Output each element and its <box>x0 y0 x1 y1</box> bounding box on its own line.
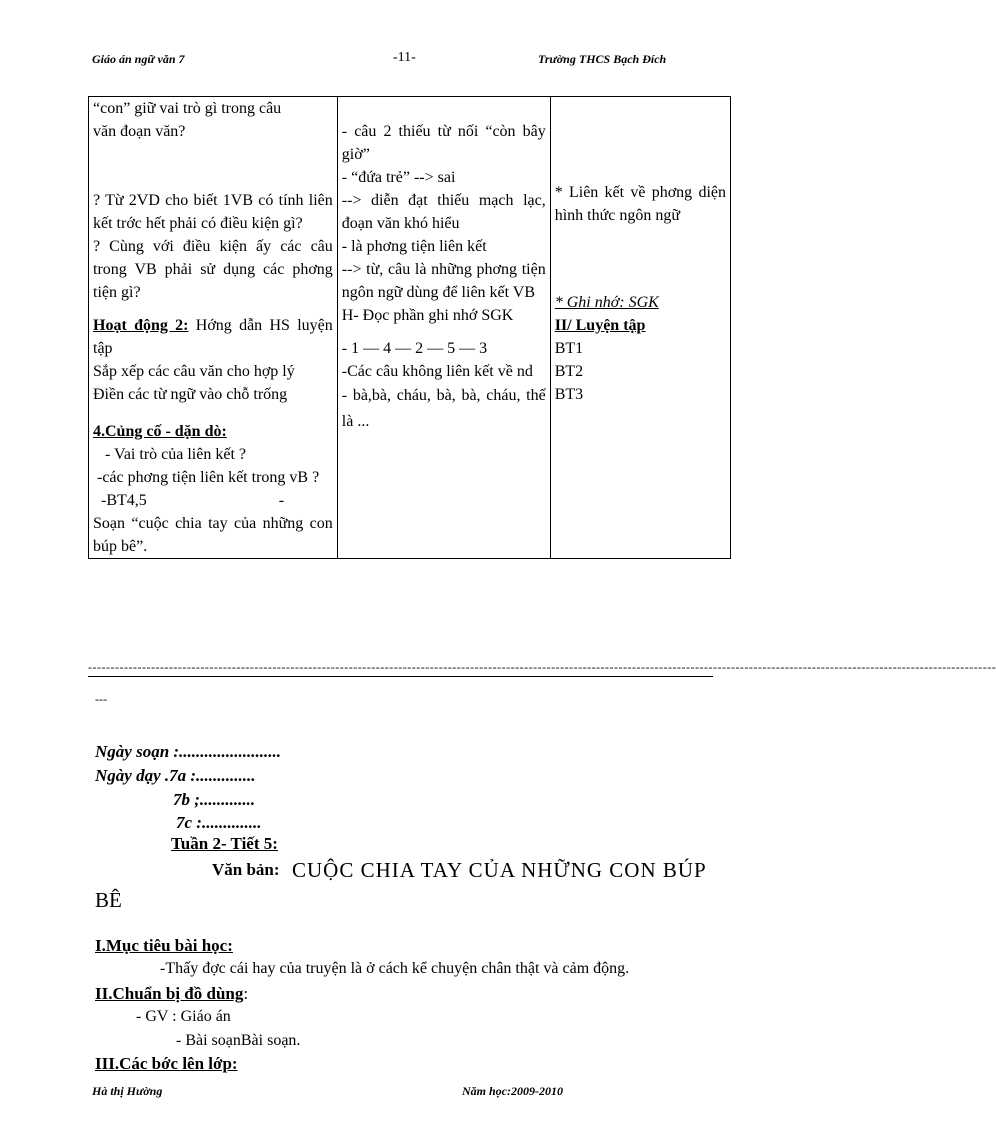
student-activity-cell <box>337 97 550 559</box>
footer-year: Năm học:2009-2010 <box>462 1084 563 1098</box>
note-3: II/ Luyện tập <box>554 317 646 334</box>
answer-4: - là phơng tiện liên kết <box>341 238 487 255</box>
text-label: Văn bản: <box>212 860 280 879</box>
date-prepared: Ngày soạn :........................ <box>95 742 282 761</box>
activity-2-text: Hớng dẫn HS luyện tập <box>93 317 333 357</box>
footer-author: Hà thị Hường <box>92 1084 163 1098</box>
date-taught-7c: 7c :.............. <box>176 813 262 832</box>
question-1a: “con” giữ vai trò gì trong câu <box>93 100 282 117</box>
date-taught-7b: 7b ;............. <box>173 790 256 809</box>
question-3: ? Cùng với điều kiện ấy các câu trong VB phải sử dụng các phơng tiện gì? <box>93 238 333 301</box>
header-left: Giáo án ngữ văn 7 <box>92 52 185 66</box>
note-6: BT3 <box>554 386 584 403</box>
page-number: -11- <box>393 50 416 65</box>
answer-7: - 1 — 4 — 2 — 5 — 3 <box>341 340 488 357</box>
lesson-title: CUỘC CHIA TAY CỦA NHỮNG CON BÚP <box>292 858 707 882</box>
section-preparation: II.Chuẩn bị đồ dùng <box>95 984 244 1003</box>
note-5: BT2 <box>554 363 584 380</box>
answer-6: H- Đọc phần ghi nhớ SGK <box>341 307 514 324</box>
section-steps: III.Các bớc lên lớp: <box>95 1054 238 1073</box>
answer-5: --> từ, câu là những phơng tiện ngôn ngữ dùng để liên kết VB <box>341 261 546 301</box>
activity-2-label: Hoạt động 2: <box>93 317 189 334</box>
dashed-separator-end: --- <box>95 692 107 706</box>
fill-instruction: Điền các từ ngữ vào chỗ trống <box>93 386 288 403</box>
preparation-teacher: - GV : Giáo án <box>136 1008 231 1025</box>
question-2: ? Từ 2VD cho biết 1VB có tính liên kết trớc hết phải có điều kiện gì? <box>93 192 333 232</box>
divider <box>88 676 713 677</box>
preparation-student: - Bài soạnBài soạn. <box>176 1032 301 1049</box>
consolidation-4: Soạn “cuộc chia tay của những con búp bê”. <box>93 515 333 555</box>
section-preparation-row <box>95 984 248 1004</box>
answer-1: - câu 2 thiếu từ nối “còn bây giờ” <box>341 123 546 163</box>
note-1: * Liên kết về phơng diện hình thức ngôn ngữ <box>554 184 726 224</box>
section-objectives: I.Mục tiêu bài học: <box>95 936 233 955</box>
table-row <box>89 97 731 559</box>
notes-cell <box>550 97 730 559</box>
question-1b: văn đoạn văn? <box>93 123 186 140</box>
consolidation-label: 4.Củng cố - dặn dò: <box>93 423 227 440</box>
answer-8: -Các câu không liên kết về nd <box>341 363 533 380</box>
consolidation-1: - Vai trò của liên kết ? <box>105 446 246 463</box>
note-2: * Ghi nhớ: SGK <box>554 294 659 311</box>
lesson-title-continued: BÊ <box>95 888 122 912</box>
answer-3: --> diễn đạt thiếu mạch lạc, đoạn văn khó hiểu <box>341 192 546 232</box>
activity-2 <box>93 314 333 360</box>
note-4: BT1 <box>554 340 584 357</box>
teacher-activity-cell <box>89 97 338 559</box>
consolidation-2: -các phơng tiện liên kết trong vB ? <box>97 469 320 486</box>
answer-9: - bà,bà, cháu, bà, bà, cháu, thế là ... <box>341 387 546 430</box>
lesson-table <box>88 96 731 559</box>
objectives-text: -Thấy đợc cái hay của truyện là ở cách kể chuyện chân thật và cảm động. <box>160 960 630 977</box>
dashed-separator: ---------------------------------------------------------------------------------------------------------------------------------------------------------------------------------------------------------- <box>88 660 996 674</box>
date-taught-7a: Ngày dạy .7a :.............. <box>95 766 256 785</box>
consolidation-3: -BT4,5 - <box>101 492 285 509</box>
section-preparation-colon: : <box>243 984 249 1003</box>
sort-instruction: Sắp xếp các câu văn cho hợp lý <box>93 363 295 380</box>
header-right: Trường THCS Bạch Đích <box>538 52 667 66</box>
week-lesson: Tuần 2- Tiết 5: <box>171 834 278 853</box>
answer-2: - “đứa trẻ” --> sai <box>341 169 456 186</box>
